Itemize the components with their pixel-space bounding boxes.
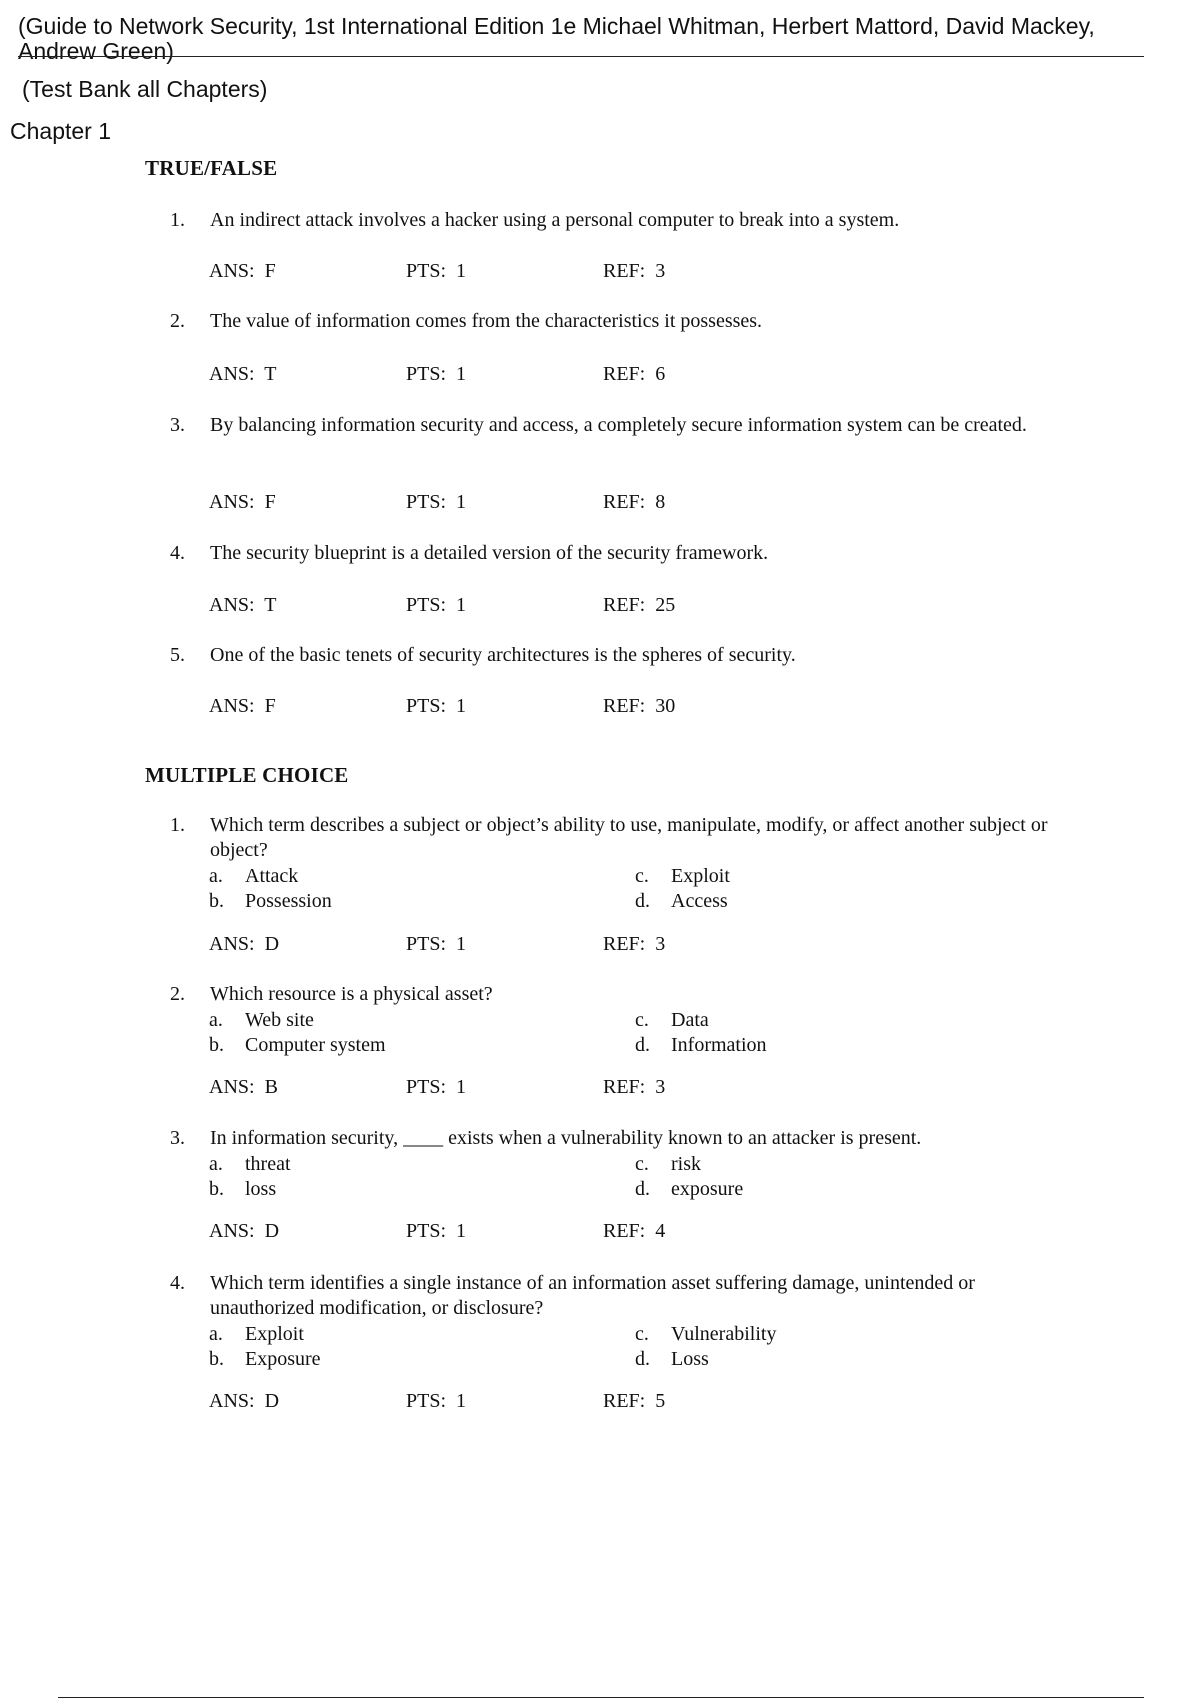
pts-label: PTS: [406, 1076, 447, 1098]
pts-label: PTS: [406, 1390, 447, 1412]
tf-question-2 [170, 309, 1070, 334]
question-number: 3. [170, 414, 185, 436]
question-text: Which term describes a subject or object’s ability to use, manipulate, modify, or affect another subject or object? [210, 814, 1048, 861]
question-number: 2. [170, 310, 185, 332]
question-text: Which resource is a physical asset? [210, 983, 493, 1005]
footer-divider [58, 1697, 1144, 1698]
pts-label: PTS: [406, 491, 447, 513]
question-text: An indirect attack involves a hacker using a personal computer to break into a system. [210, 209, 900, 231]
question-number: 1. [170, 814, 185, 836]
reference-value: 3 [655, 260, 666, 282]
points-value: 1 [456, 363, 467, 385]
pts-label: PTS: [406, 594, 447, 616]
reference-value: 3 [655, 933, 666, 955]
answer-value: D [264, 933, 280, 955]
points-value: 1 [456, 1220, 467, 1242]
ref-label: REF: [603, 1390, 646, 1412]
ans-label: ANS: [209, 1220, 255, 1242]
answer-value: F [264, 260, 276, 282]
mc-choices-4 [209, 1322, 1009, 1372]
reference-value: 25 [655, 594, 676, 616]
ans-label: ANS: [209, 491, 255, 513]
tf-question-3 [170, 413, 1070, 438]
choice-b: b. loss [209, 1178, 277, 1200]
pts-label: PTS: [406, 933, 447, 955]
question-text: Which term identifies a single instance of an information asset suffering damage, unintended or unauthorized modification, or disclosure? [210, 1272, 975, 1319]
choice-a: a. Exploit [209, 1323, 304, 1345]
document-title: (Guide to Network Security, 1st International Edition 1e Michael Whitman, Herbert Mattord, David Mackey, Andrew Green) [18, 13, 1095, 64]
ref-label: REF: [603, 933, 646, 955]
chapter-label: Chapter 1 [10, 118, 112, 144]
ans-label: ANS: [209, 1390, 255, 1412]
reference-value: 30 [655, 695, 676, 717]
choice-b: b. Exposure [209, 1348, 321, 1370]
points-value: 1 [456, 933, 467, 955]
choice-d: d. exposure [635, 1178, 744, 1200]
mc-choices-2 [209, 1008, 1009, 1058]
ref-label: REF: [603, 1220, 646, 1242]
mc-question-4 [170, 1271, 1070, 1321]
tf-question-4 [170, 541, 1070, 566]
ref-label: REF: [603, 491, 646, 513]
ans-label: ANS: [209, 933, 255, 955]
choice-c: c. Vulnerability [635, 1323, 777, 1345]
question-number: 1. [170, 209, 185, 231]
tf-question-1 [170, 208, 1070, 233]
choice-a: a. threat [209, 1153, 291, 1175]
choice-c: c. Data [635, 1009, 709, 1031]
multiple-choice-heading: MULTIPLE CHOICE [145, 763, 349, 787]
pts-label: PTS: [406, 1220, 447, 1242]
answer-value: F [264, 695, 276, 717]
choice-c: c. risk [635, 1153, 701, 1175]
answer-value: D [264, 1220, 280, 1242]
question-text: The security blueprint is a detailed version of the security framework. [210, 542, 769, 564]
ans-label: ANS: [209, 594, 255, 616]
ans-label: ANS: [209, 695, 255, 717]
ref-label: REF: [603, 363, 646, 385]
question-number: 2. [170, 983, 185, 1005]
ref-label: REF: [603, 594, 646, 616]
choice-d: d. Access [635, 890, 728, 912]
reference-value: 8 [655, 491, 666, 513]
choice-d: d. Information [635, 1034, 767, 1056]
ref-label: REF: [603, 1076, 646, 1098]
points-value: 1 [456, 260, 467, 282]
points-value: 1 [456, 491, 467, 513]
question-text: In information security, ____ exists when a vulnerability known to an attacker is present. [210, 1127, 922, 1149]
document-subtitle: (Test Bank all Chapters) [22, 76, 268, 102]
points-value: 1 [456, 695, 467, 717]
ans-label: ANS: [209, 363, 255, 385]
choice-d: d. Loss [635, 1348, 709, 1370]
reference-value: 4 [655, 1220, 666, 1242]
true-false-heading: TRUE/FALSE [145, 156, 278, 180]
question-number: 3. [170, 1127, 185, 1149]
tf-question-5 [170, 643, 1070, 668]
ans-label: ANS: [209, 1076, 255, 1098]
points-value: 1 [456, 1390, 467, 1412]
answer-value: F [264, 491, 276, 513]
question-number: 4. [170, 1272, 185, 1294]
answer-value: B [264, 1076, 278, 1098]
choice-a: a. Attack [209, 865, 299, 887]
title-divider [18, 56, 1144, 57]
answer-value: T [264, 363, 277, 385]
choice-b: b. Possession [209, 890, 332, 912]
mc-question-1 [170, 813, 1070, 863]
pts-label: PTS: [406, 695, 447, 717]
points-value: 1 [456, 594, 467, 616]
choice-a: a. Web site [209, 1009, 314, 1031]
points-value: 1 [456, 1076, 467, 1098]
pts-label: PTS: [406, 363, 447, 385]
question-text: By balancing information security and access, a completely secure information system can be created. [210, 414, 1027, 436]
mc-question-2 [170, 982, 1070, 1007]
ref-label: REF: [603, 695, 646, 717]
mc-question-3 [170, 1126, 1070, 1151]
question-number: 5. [170, 644, 185, 666]
answer-value: D [264, 1390, 280, 1412]
reference-value: 6 [655, 363, 666, 385]
choice-c: c. Exploit [635, 865, 730, 887]
question-text: One of the basic tenets of security architectures is the spheres of security. [210, 644, 796, 666]
question-number: 4. [170, 542, 185, 564]
mc-choices-3 [209, 1152, 1009, 1202]
question-text: The value of information comes from the characteristics it possesses. [210, 310, 763, 332]
reference-value: 3 [655, 1076, 666, 1098]
pts-label: PTS: [406, 260, 447, 282]
ans-label: ANS: [209, 260, 255, 282]
choice-b: b. Computer system [209, 1034, 386, 1056]
reference-value: 5 [655, 1390, 666, 1412]
ref-label: REF: [603, 260, 646, 282]
mc-choices-1 [209, 864, 1009, 914]
answer-value: T [264, 594, 277, 616]
